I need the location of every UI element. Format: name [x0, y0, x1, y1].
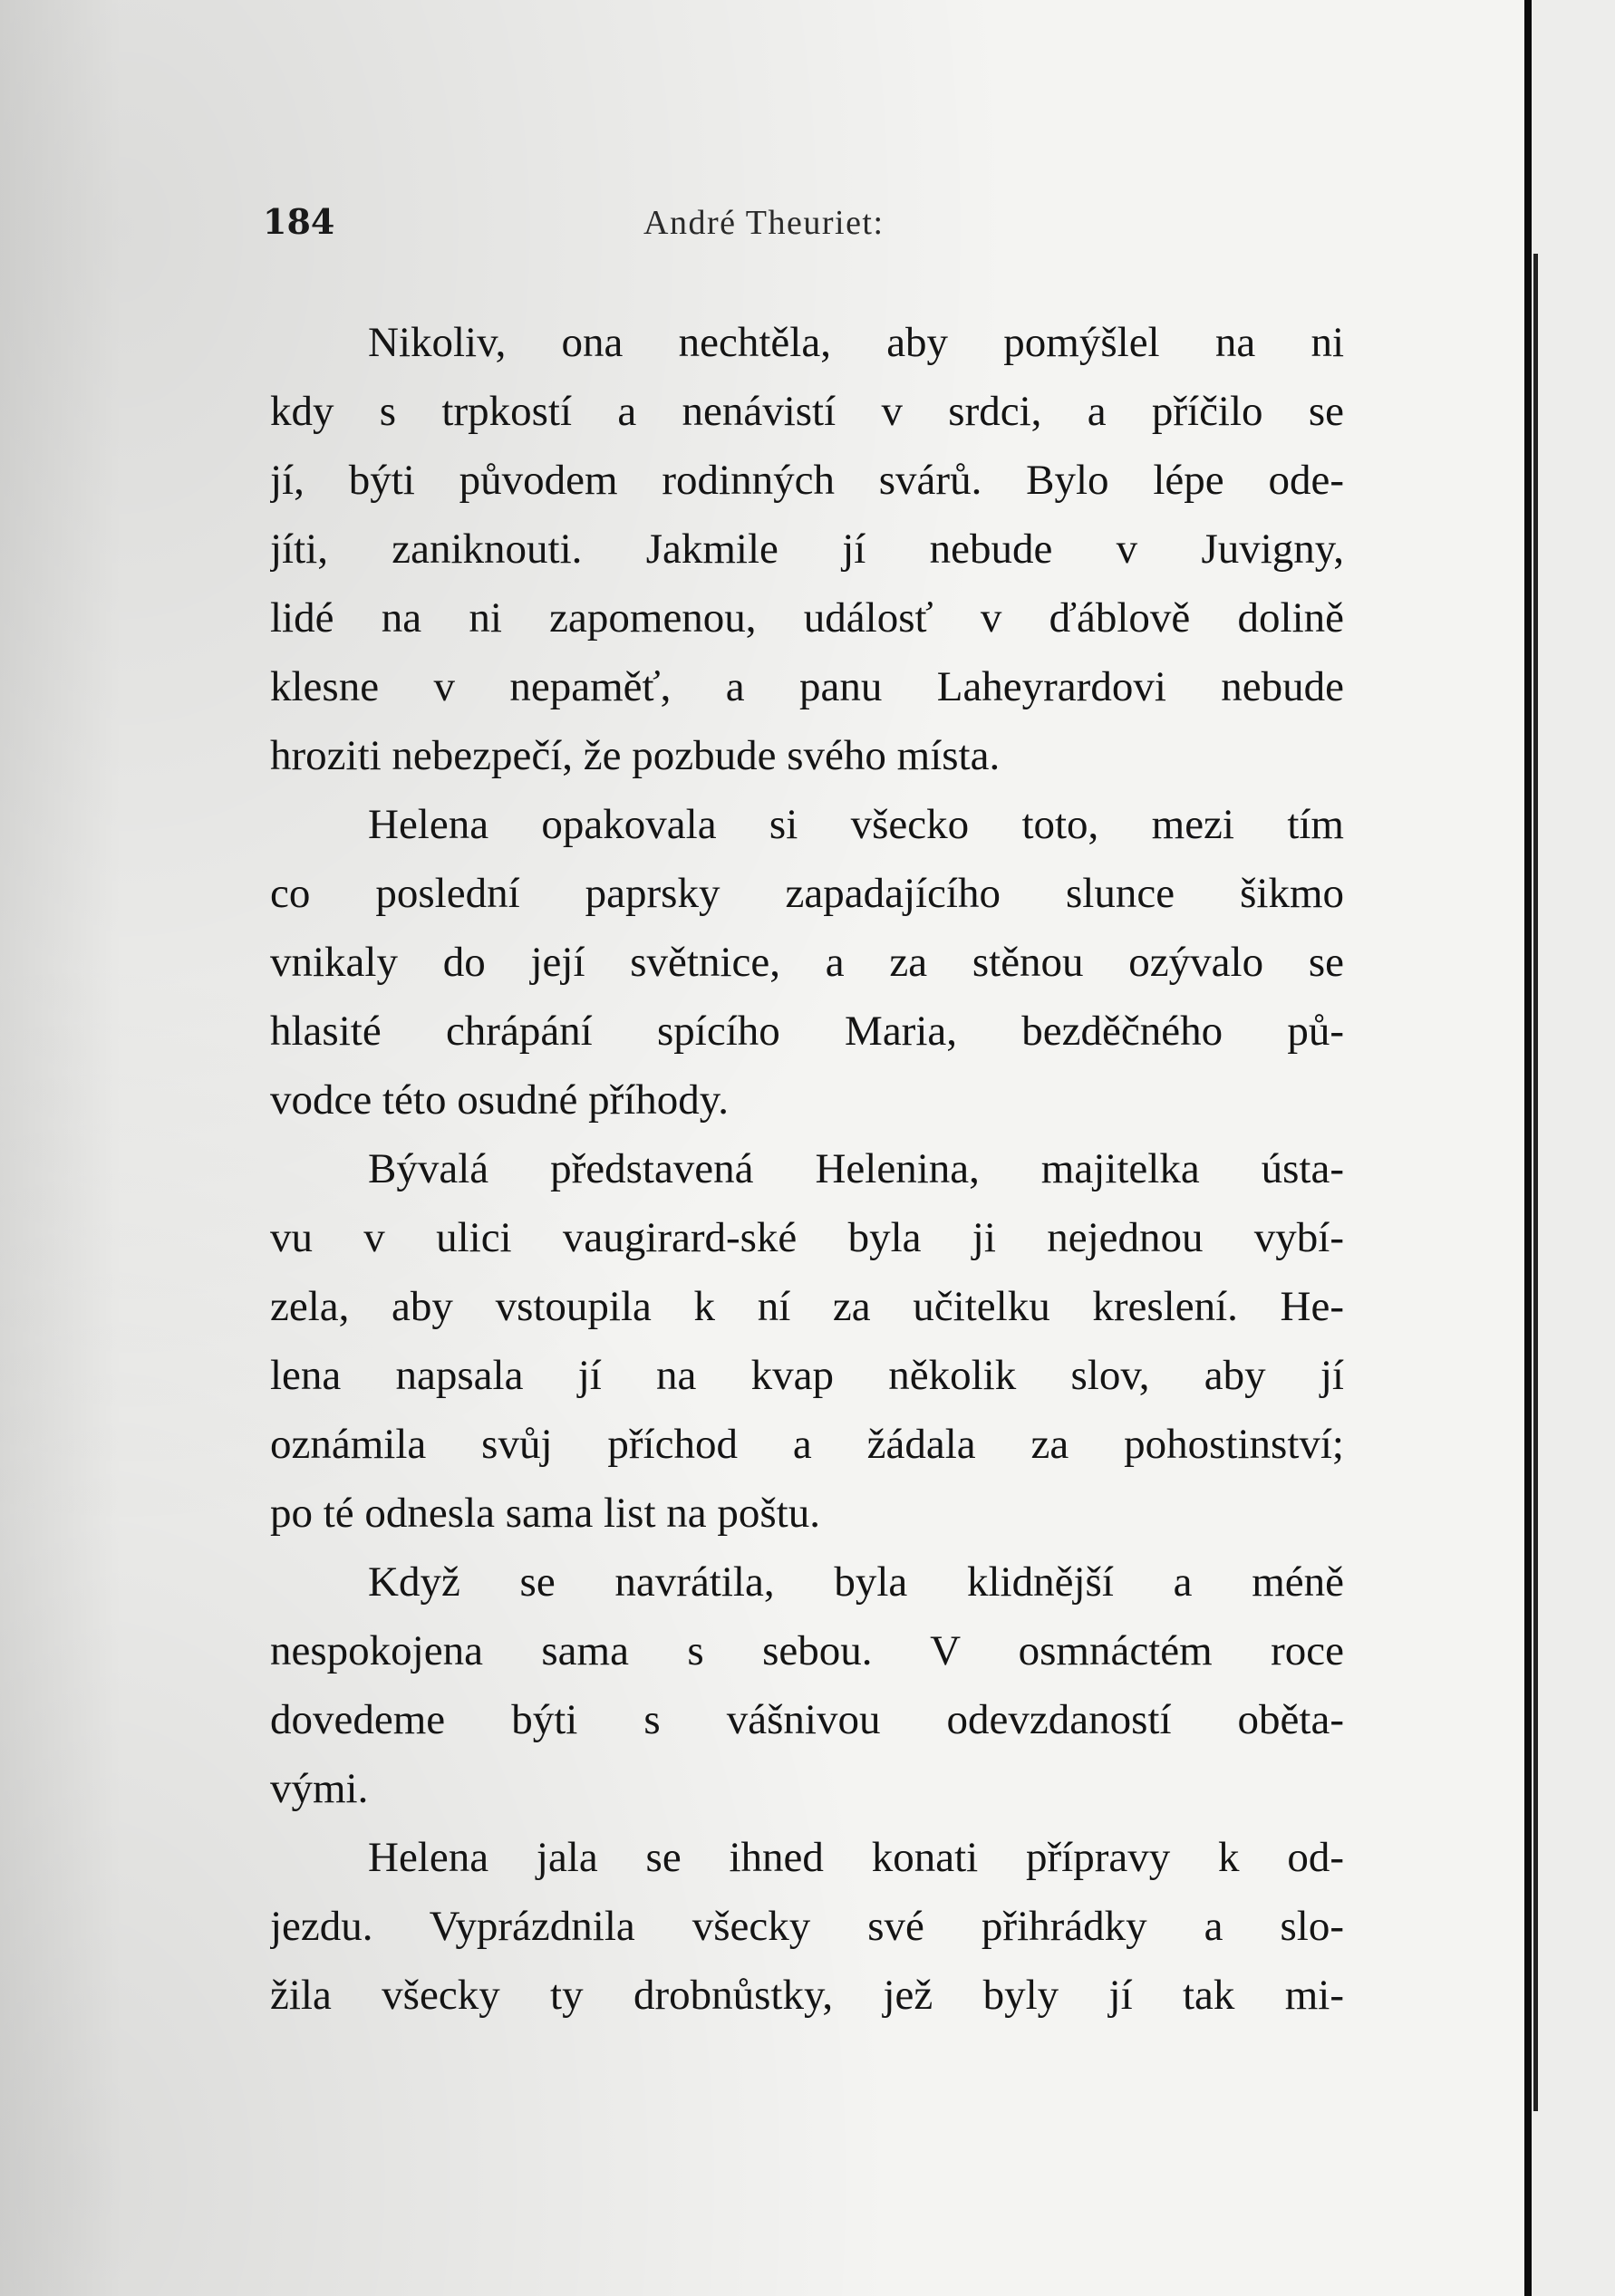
text-line: hroziti nebezpečí, že pozbude svého místa. — [270, 732, 1001, 779]
text-line: vnikaly do její světnice, a za stěnou ozývalo se — [270, 939, 1344, 986]
running-head: André Theuriet: — [643, 204, 885, 242]
text-line: Nikoliv, ona nechtěla, aby pomýšlel na ni — [368, 319, 1344, 366]
page-header — [263, 201, 1359, 256]
page-edge-line — [1533, 254, 1538, 2111]
text-line: Helena opakovala si všecko toto, mezi tím — [368, 801, 1344, 848]
text-line: Bývalá představená Helenina, majitelka ústa- — [368, 1145, 1344, 1192]
text-line: jí, býti původem rodinných svárů. Bylo lépe ode- — [270, 457, 1344, 504]
text-line: co poslední paprsky zapadajícího slunce šikmo — [270, 870, 1344, 917]
text-line: žila všecky ty drobnůstky, jež byly jí tak mi- — [270, 1972, 1344, 2019]
text-line: vými. — [270, 1765, 369, 1812]
text-line: Helena jala se ihned konati přípravy k od- — [368, 1834, 1344, 1881]
text-line: po té odnesla sama list na poštu. — [270, 1490, 820, 1537]
text-line: kdy s trpkostí a nenávistí v srdci, a příčilo se — [270, 388, 1344, 435]
text-line: vu v ulici vaugirard-ské byla ji nejednou vybí- — [270, 1214, 1344, 1261]
next-page-edge — [1532, 0, 1615, 2296]
text-line: lena napsala jí na kvap několik slov, aby jí — [270, 1352, 1344, 1399]
text-line: lidé na ni zapomenou, událosť v ďáblově dolině — [270, 594, 1344, 642]
text-line: hlasité chrápání spícího Maria, bezděčného pů- — [270, 1008, 1344, 1055]
text-line: jíti, zaniknouti. Jakmile jí nebude v Juvigny, — [270, 526, 1344, 573]
text-line: Když se navrátila, byla klidnější a méně — [368, 1558, 1344, 1606]
text-line: dovedeme býti s vášnivou odevzdaností oběta- — [270, 1696, 1344, 1743]
text-line: zela, aby vstoupila k ní za učitelku kreslení. He- — [270, 1283, 1344, 1330]
text-line: jezdu. Vyprázdnila všecky své přihrádky a slo- — [270, 1903, 1344, 1950]
page-number: 184 — [263, 201, 335, 242]
text-line: vodce této osudné příhody. — [270, 1076, 730, 1124]
body-text — [270, 308, 1344, 2030]
text-line: oznámila svůj příchod a žádala za pohostinství; — [270, 1421, 1344, 1468]
text-line: nespokojena sama s sebou. V osmnáctém roce — [270, 1627, 1344, 1674]
text-line: klesne v nepaměť, a panu Laheyrardovi nebude — [270, 663, 1344, 710]
